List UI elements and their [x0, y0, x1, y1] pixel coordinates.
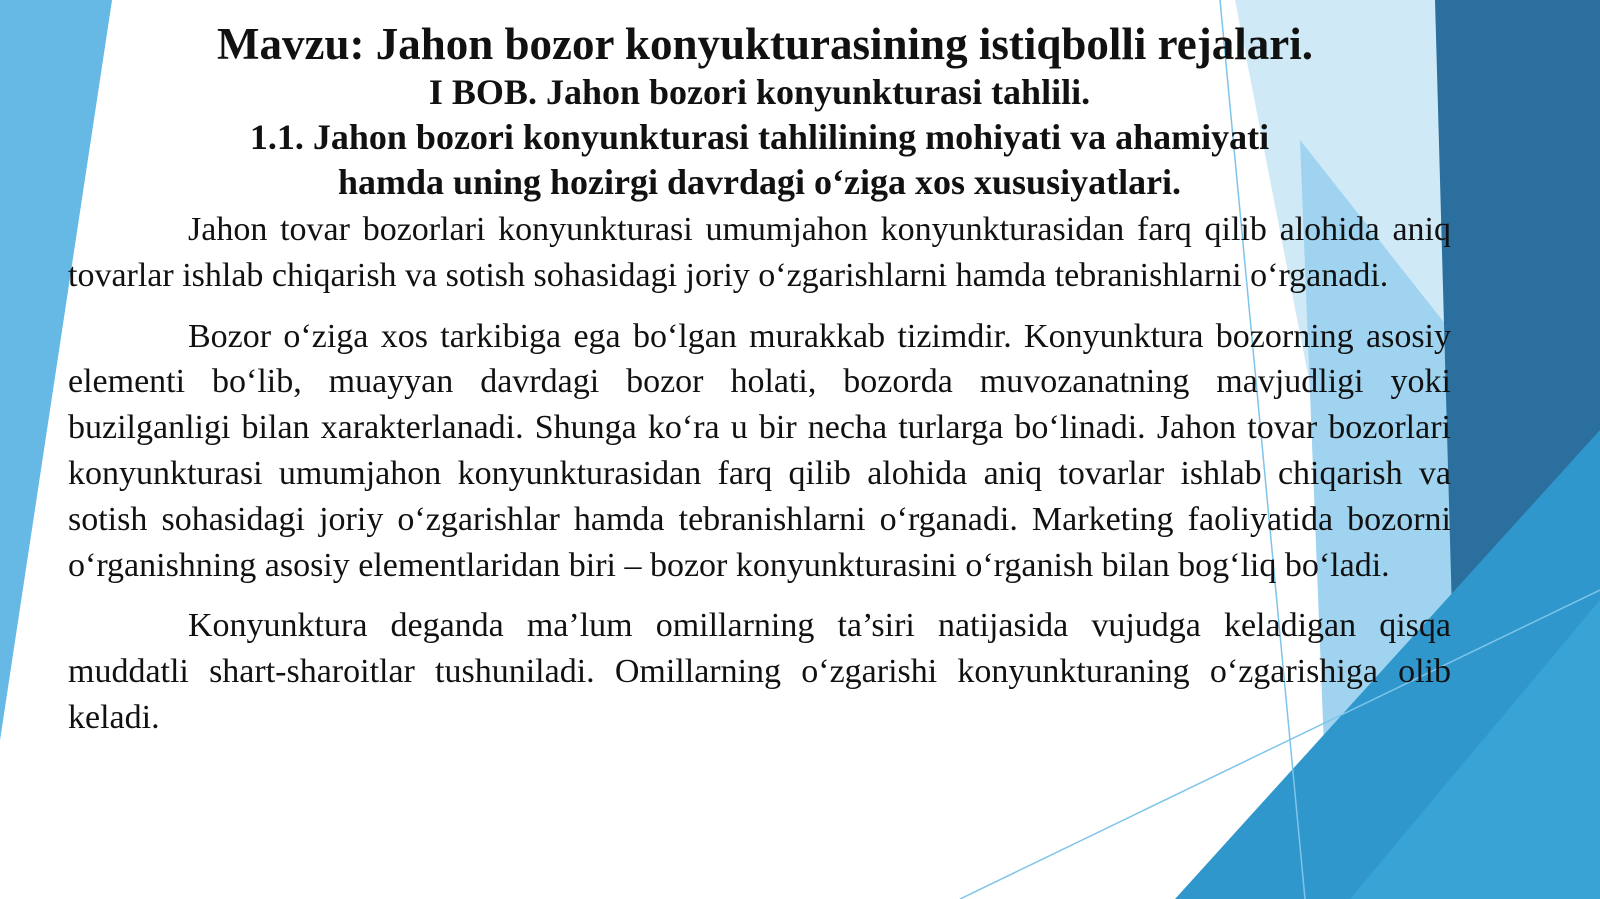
chapter-title: I BOB. Jahon bozori konyunkturasi tahlili.	[428, 72, 1091, 112]
slide-content	[68, 18, 1451, 741]
paragraph-2: Bozor o‘ziga xos tarkibiga ega bo‘lgan murakkab tizimdir. Konyunktura bozorning asosiy elementi bo‘lib, muayyan davrdagi bozor holati, bozorda muvozanatning mavjudligi yoki buzilganligi bilan xarakterlanadi. Shunga ko‘ra u bir necha turlarga bo‘linadi. Jahon tovar bozorlari konyunkturasi umumjahon konyunkturasidan farq qilib alohida aniq tovarlar ishlab chiqarish va sotish sohasidagi joriy o‘zgarishlar hamda tebranishlarni o‘rganadi. Marketing faoliyatida bozorni o‘rganishning asosiy elementlaridan biri – bozor konyunkturasini o‘rganish bilan bog‘liq bo‘ladi.	[68, 317, 1451, 584]
slide-title: Mavzu: Jahon bozor konyukturasining istiqbolli rejalari.	[217, 19, 1313, 69]
slide-titles	[68, 18, 1451, 205]
section-title-line-1: 1.1. Jahon bozori konyunkturasi tahlilining mohiyati va ahamiyati	[249, 117, 1270, 157]
paragraph-1: Jahon tovar bozorlari konyunkturasi umumjahon konyunkturasidan farq qilib alohida aniq tovarlar ishlab chiqarish va sotish sohasidagi joriy o‘zgarishlarni hamda tebranishlarni o‘rganadi.	[68, 211, 1451, 294]
body-text	[68, 207, 1451, 741]
paragraph-3: Konyunktura deganda ma’lum omillarning ta’siri natijasida vujudga keladigan qisqa muddatli shart-sharoitlar tushuniladi. Omillarning o‘zgarishi konyunkturaning o‘zgarishiga olib keladi.	[68, 607, 1451, 736]
section-title-line-2: hamda uning hozirgi davrdagi o‘ziga xos xususiyatlari.	[337, 162, 1182, 202]
